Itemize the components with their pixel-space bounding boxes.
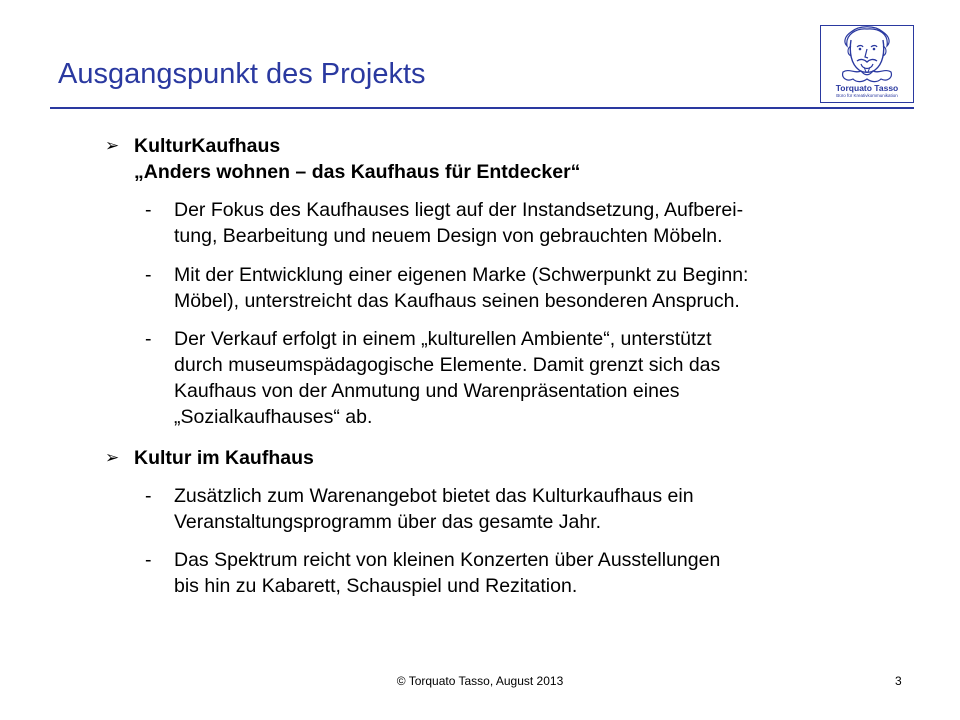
section-heading-kulturkaufhaus: KulturKaufhaus (134, 135, 281, 157)
page-number: 3 (895, 674, 902, 688)
dash-bullet: - (145, 199, 152, 221)
slide-title: Ausgangspunkt des Projekts (58, 58, 426, 90)
list-item-line: bis hin zu Kabarett, Schauspiel und Rezitation. (174, 575, 578, 597)
arrow-bullet-icon: ➢ (105, 448, 120, 467)
list-item-line: Mit der Entwicklung einer eigenen Marke (Schwerpunkt zu Beginn: (174, 264, 749, 286)
torquato-tasso-logo (820, 25, 914, 103)
section-subheading-slogan: „Anders wohnen – das Kaufhaus für Entdecker“ (134, 161, 581, 183)
list-item-line: Möbel), unterstreicht das Kaufhaus seinen besonderen Anspruch. (174, 290, 740, 312)
list-item-line: Kaufhaus von der Anmutung und Warenpräsentation eines (174, 380, 680, 402)
list-item-line: Der Fokus des Kaufhauses liegt auf der Instandsetzung, Aufberei- (174, 199, 744, 221)
logo-name: Torquato Tasso (835, 83, 899, 93)
list-item-line: Das Spektrum reicht von kleinen Konzerten über Ausstellungen (174, 549, 721, 571)
list-item-line: Zusätzlich zum Warenangebot bietet das Kulturkaufhaus ein (174, 485, 694, 507)
list-item-line: Der Verkauf erfolgt in einem „kulturellen Ambiente“, unterstützt (174, 328, 712, 350)
section-heading-kultur-im-kaufhaus: Kultur im Kaufhaus (134, 447, 314, 469)
logo-subtitle: Büro für Kreativkommunikation (836, 93, 898, 98)
list-item-line: tung, Bearbeitung und neuem Design von gebrauchten Möbeln. (174, 225, 723, 247)
footer-copyright: © Torquato Tasso, August 2013 (396, 674, 564, 688)
portrait-illustration-icon (821, 26, 913, 86)
dash-bullet: - (145, 264, 152, 286)
list-item-line: „Sozialkaufhauses“ ab. (174, 406, 373, 428)
arrow-bullet-icon: ➢ (105, 136, 120, 155)
dash-bullet: - (145, 549, 152, 571)
dash-bullet: - (145, 328, 152, 350)
dash-bullet: - (145, 485, 152, 507)
list-item-line: durch museumspädagogische Elemente. Damit grenzt sich das (174, 354, 721, 376)
list-item-line: Veranstaltungsprogramm über das gesamte Jahr. (174, 511, 602, 533)
title-divider (50, 107, 914, 109)
